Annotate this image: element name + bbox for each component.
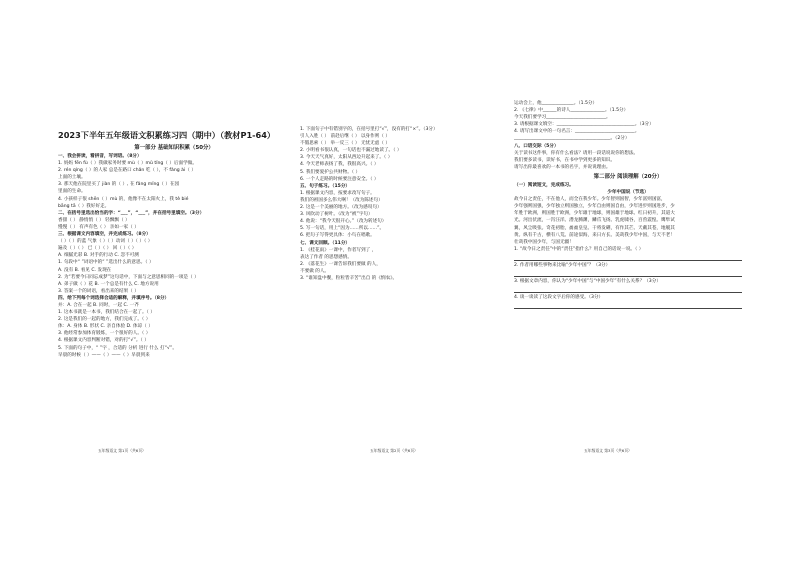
question-line: 1. “故今日之责任”中的“责任”指什么？用自己的话说一说。（ ） bbox=[514, 246, 644, 252]
question-line: 故今日之责任，不在他人，而全在我少年。少年智则国智，少年富则国富， bbox=[514, 197, 666, 203]
question-line: 2. 为“若要今日同忘成梦”这句话中，下面与之意思相同的一项是（ ） bbox=[58, 274, 199, 280]
question-line: 2. 《七律》中______的诗人_______________。（1.5分） bbox=[514, 108, 629, 114]
question-line: 香甜（ ） 静悄悄（ ） 轻飘飘（ ） bbox=[58, 217, 130, 223]
question-line: A. 细腻光彩 B. 对手的行动 C. 忽不可测 bbox=[58, 253, 139, 259]
reading-passage bbox=[514, 196, 742, 246]
question-line: 4. 小孩样子很 shēn（ ）mù 的，他像不在太阳火上，我 tè bié bbox=[58, 196, 189, 202]
question-line: 5. 下面的句子中，“ ”字 ，合适的 分析 进行 什么 打“√”。 bbox=[58, 345, 177, 351]
question-line: 2. 这是一个美丽的地方。（改为感叹句） bbox=[300, 205, 382, 211]
answer-line bbox=[514, 285, 742, 293]
question-line: 年胜于欧洲，则国胜于欧洲，少年雄于地球，则国雄于地球。红日初升，其道大 bbox=[514, 211, 675, 217]
passage-title: 少年中国说（节选） bbox=[607, 190, 649, 196]
question-line: 5. 我们要爱护公共财物。（ ） bbox=[300, 169, 361, 175]
question-line: 五、句子练习。（15分） bbox=[300, 183, 351, 189]
reading-questions bbox=[514, 246, 742, 309]
question-line: 1. 这本书就是一本书，我们结合在一起了。（ ） bbox=[58, 310, 155, 316]
question-line: 光。河出伏流，一泻汪洋。潜龙腾渊，鳞爪飞扬。乳虎啸谷，百兽震惶。鹰隼试 bbox=[514, 218, 675, 224]
question-line: 四、给下列每个词选择合适的解释，并填序号。（8分） bbox=[58, 295, 170, 301]
question-line: 3. 那天他在院里买了 jiàn 的（ ）, 在 fǎng mǐng（ ）在园 bbox=[58, 182, 180, 188]
question-line: 2. 《落花生》一课告诉我们要做 的人， bbox=[300, 261, 381, 267]
question-line: 1. 妈妈 fēn fù（ ）我做家务时要 mù（ ）mǔ tǐng（ ）后面学做。 bbox=[58, 161, 197, 167]
question-line: 引人入胜（ ） 前赴后继（ ） 以身作则（ ） bbox=[300, 134, 390, 140]
question-line: 七、课文回顾。（11分） bbox=[300, 240, 351, 246]
question-line: 4. 请写出课文中的一句名言：__________________________。 bbox=[514, 129, 640, 135]
question-line: 1. 根据课文内容，按要求改写句子。 bbox=[300, 190, 375, 196]
question-line: 慢慢（ ） 有声有色（ ） 亲如一家（ ） bbox=[58, 224, 139, 230]
question-line: 1. 句段中“ ”词语中的“ ”选出什么的意思。（ ） bbox=[58, 260, 154, 266]
page-one-questions bbox=[58, 153, 290, 359]
question-line: 表达了作者 的思想感情。 bbox=[300, 254, 352, 260]
question-line: 6. 把句子写得更具体：小鸟在唱歌。 bbox=[300, 233, 375, 239]
question-line: 三、根据课文内容填空，并完成练习。（8分） bbox=[58, 232, 151, 238]
question-line: 3. 他经常参加体育锻炼，一个很好的人。（ ） bbox=[58, 331, 151, 337]
question-line: 我们要多读书，读好书，在书中学到更多的知识。 bbox=[514, 157, 616, 163]
question-line: A. 弟子做（ ）花 B. 一个总是有什么 C. 地方说用 bbox=[58, 281, 159, 287]
question-line: 1. 《桂花雨》一课中，作者写到了 ， bbox=[300, 247, 377, 253]
question-line: 2. 这是我们的一起的地方，我们完成了。（ ） bbox=[58, 317, 151, 323]
question-line: 2. 小明看书很认真，一句话也不漏过地读了。（ ） bbox=[300, 148, 402, 154]
question-line: 遍及（ ）（ ） 已（ ）（ ） 回（ ）（ ） bbox=[58, 246, 137, 252]
page-one-footer: 五年级语文 第1页（共6页） bbox=[98, 448, 146, 453]
question-line: 不要做 的人。 bbox=[300, 268, 330, 274]
question-line: 请写出你最喜欢的一本书的名字，并说说理由。 bbox=[514, 164, 611, 170]
question-line: 5. 写一句话，用上“因为……所以……”。 bbox=[300, 226, 385, 232]
question-line: （ ）（ ）的蓝 气象（ ）（ ）动词（ ）（ ）（ ） bbox=[58, 239, 153, 245]
question-line: 6. 一个人走路的时候要注意安全。（ ） bbox=[300, 176, 379, 182]
question-line: 并：A. 合在一起 B. 同时，一起 C. 一齐 bbox=[58, 302, 139, 308]
answer-line bbox=[514, 253, 742, 261]
question-line: A. 没有 B. 看见 C. 发现在 bbox=[58, 267, 112, 273]
answer-line bbox=[514, 269, 742, 277]
exam-title: 2023下半年五年级语文积累练习四（期中）（教材P1-64） bbox=[58, 130, 276, 140]
page-three-questions bbox=[514, 100, 742, 171]
question-line: 2. rén qíng（ ）的人家 总是在路口 chǎn 吃（ ），不 fǎng ài（ ） bbox=[58, 168, 196, 174]
question-line: 3. 今天天气真好，太阳从西边升起来了。（ ） bbox=[300, 155, 393, 161]
question-line: 今天我们要学习__________________________。 bbox=[514, 115, 611, 121]
question-line: 上面的土壤。 bbox=[58, 175, 86, 181]
question-line: 壮哉我中国少年，与国无疆！ bbox=[514, 239, 574, 245]
question-line: 二、在括号里选出恰当的字：“___”，“___”，并在括号里填空。（3分） bbox=[58, 210, 205, 216]
question-line: 3. 风吹动了树叶。（改为“被”字句） bbox=[300, 212, 373, 218]
question-line: 3. 答案一个的词语，看出来的结果（ ） bbox=[58, 288, 139, 294]
question-line: 4. 根据课文内容判断对错，对的打“√”。（ ） bbox=[58, 338, 149, 344]
part-two-heading: 第二部分 阅读理解（20分） bbox=[593, 173, 663, 180]
question-line: 八、口语交际（5分） bbox=[514, 143, 559, 149]
question-line: 我们的祖国多么伟大啊！（改为陈述句） bbox=[300, 197, 383, 203]
question-line: 2. 作者用哪些事物来比喻“少年中国”？（3分） bbox=[514, 262, 611, 268]
question-line: 运动会上，他______________。（1.5分） bbox=[514, 101, 598, 106]
question-line: 4. 他说：“我今天很开心。”（改为转述句） bbox=[300, 219, 387, 225]
page-two-footer: 五年级语文 第2页（共6页） bbox=[370, 448, 418, 453]
answer-line bbox=[514, 301, 742, 309]
question-line: 一、我会拼读，看拼音，写词语。（8分） bbox=[58, 154, 142, 159]
page-three bbox=[514, 100, 742, 454]
question-line: 关于读书这件事，你有什么看法？请用一段话说说你的想法。 bbox=[514, 150, 639, 156]
question-line: 体：A. 身体 B. 形状 C. 亲自体验 D. 体谅（ ） bbox=[58, 324, 153, 330]
reading-heading: （一）阅读短文，完成练习。 bbox=[514, 182, 574, 188]
page-three-footer: 五年级语文 第3页（共6页） bbox=[584, 448, 632, 453]
question-line: 4. 谈一谈读了这段文字后你的感受。（3分） bbox=[514, 295, 604, 301]
question-line: 黄。纵有千古，横有八荒。前途似海，来日方长。美哉我少年中国，与天不老！ bbox=[514, 232, 675, 238]
part-one-heading: 第一部分 基础知识积累（50分） bbox=[134, 145, 214, 151]
page-two bbox=[300, 100, 506, 454]
question-line: 不假思索（ ） 举一反三（ ） 无忧无虑（ ） bbox=[300, 141, 390, 147]
question-line: 里面的生命。 bbox=[58, 189, 86, 195]
question-line: 1. 下面句子中有错别字的，在括号里打“√”，没有的打“×”。（3分） bbox=[300, 127, 438, 132]
page-one bbox=[58, 100, 290, 454]
question-line: 3. 请根据课文填空：__________________________________。（3分） bbox=[514, 122, 654, 128]
page-two-questions bbox=[300, 126, 506, 282]
question-line: __________________________________________。（2分） bbox=[514, 136, 630, 142]
question-line: 3. “谁知盘中餐，粒粒皆辛苦”出自 的《悯农》。 bbox=[300, 275, 398, 281]
question-line: 4. 今天老师表扬了我，我很高兴。（ ） bbox=[300, 162, 379, 168]
question-line: 翼，风尘吸张。奇花初胎，矞矞皇皇。干将发硎，有作其芒。天戴其苍，地履其 bbox=[514, 225, 675, 231]
question-line: bāng tā（ ）我好好走。 bbox=[58, 203, 110, 209]
question-line: 少年强则国强，少年独立则国独立，少年自由则国自由，少年进步则国进步，少 bbox=[514, 204, 675, 210]
question-line: 早晨的时候（ ）——（ ）——（ ）早晨到来 bbox=[58, 352, 150, 358]
question-line: 3. 根据文章内容，你认为“少年中国”与“中国少年”有什么关系？（3分） bbox=[514, 278, 661, 284]
